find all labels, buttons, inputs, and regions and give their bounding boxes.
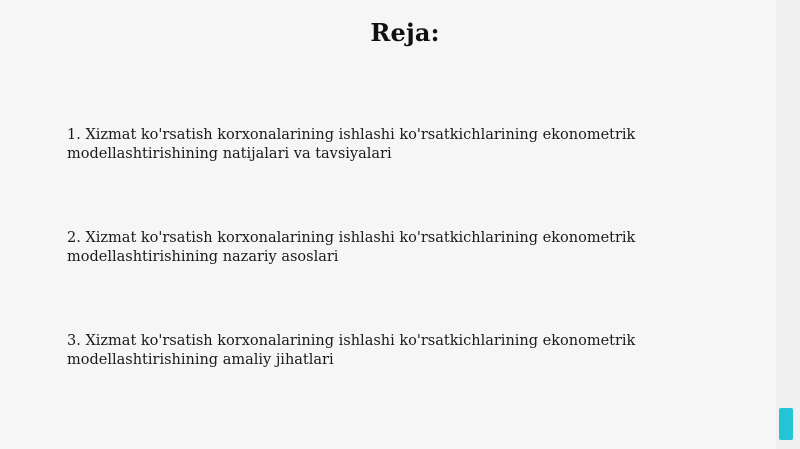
plan-item-3 [67, 332, 667, 370]
plan-item-3-line-2: modellashtirishining amaliy jihatlari [67, 352, 334, 368]
plan-item-1-line-1: 1. Xizmat ko'rsatish korxonalarining ishlashi ko'rsatkichlarining ekonometrik [67, 127, 636, 143]
plan-item-2-line-1: 2. Xizmat ko'rsatish korxonalarining ishlashi ko'rsatkichlarining ekonometrik [67, 230, 636, 246]
plan-item-1-line-2: modellashtirishining natijalari va tavsiyalari [67, 146, 392, 162]
plan-item-3-line-1: 3. Xizmat ko'rsatish korxonalarining ishlashi ko'rsatkichlarining ekonometrik [67, 333, 636, 349]
vertical-scrollbar[interactable] [776, 0, 800, 449]
slide-title: Reja: [370, 18, 440, 47]
plan-item-2-line-2: modellashtirishining nazariy asoslari [67, 249, 339, 265]
scrollbar-thumb[interactable] [779, 408, 793, 440]
plan-item-2 [67, 229, 667, 267]
plan-item-1 [67, 126, 667, 164]
